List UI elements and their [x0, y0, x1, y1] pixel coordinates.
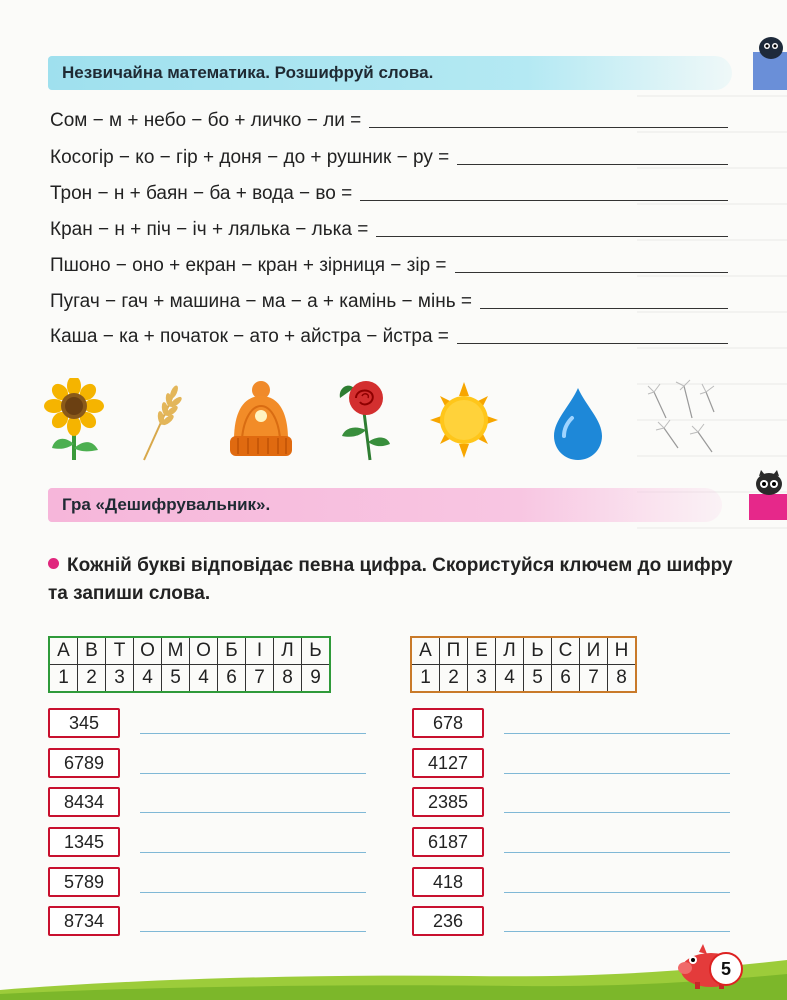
code-box: 678	[412, 708, 484, 738]
cipher-digit: 9	[302, 665, 331, 693]
equation-row	[50, 177, 728, 205]
answer-line[interactable]	[457, 164, 728, 165]
cipher-letter: В	[78, 637, 106, 665]
equation-text: Пшоно − оно + екран − кран + зірниця − зір =	[50, 255, 447, 276]
answer-line[interactable]	[140, 733, 366, 734]
equation-text: Трон − н + баян − ба + вода − во =	[50, 183, 353, 204]
code-row	[48, 708, 366, 738]
cipher-letters-row	[411, 637, 636, 665]
cipher-digits-row	[411, 665, 636, 693]
answer-line[interactable]	[480, 308, 728, 309]
bullet-icon	[48, 558, 59, 569]
cipher-digit: 5	[162, 665, 190, 693]
cat-mascot-icon	[747, 468, 787, 520]
answer-line[interactable]	[504, 892, 730, 893]
code-row	[412, 787, 730, 817]
code-box: 6187	[412, 827, 484, 857]
equation-text: Сом − м + небо − бо + личко − ли =	[50, 110, 362, 131]
code-box: 4127	[412, 748, 484, 778]
answer-line[interactable]	[504, 733, 730, 734]
equation-row	[50, 104, 728, 132]
water-drop-icon	[548, 378, 608, 462]
code-box: 1345	[48, 827, 120, 857]
rose-icon	[334, 378, 394, 462]
cipher-digit: 1	[411, 665, 440, 693]
cipher-letter: И	[580, 637, 608, 665]
cipher-letter: О	[134, 637, 162, 665]
equation-text: Кран − н + піч − іч + лялька − лька =	[50, 219, 369, 240]
cipher-letter: М	[162, 637, 190, 665]
answer-line[interactable]	[455, 272, 728, 273]
cipher-digit: 2	[440, 665, 468, 693]
cipher-letter: Б	[218, 637, 246, 665]
side-tab-blue	[747, 30, 787, 64]
code-box: 6789	[48, 748, 120, 778]
cipher-digit: 8	[274, 665, 302, 693]
cipher-digit: 6	[218, 665, 246, 693]
answer-line[interactable]	[140, 773, 366, 774]
cipher-letter: Л	[496, 637, 524, 665]
cipher-digit: 1	[49, 665, 78, 693]
cipher-letter: А	[49, 637, 78, 665]
cipher-digit: 4	[134, 665, 162, 693]
answer-line[interactable]	[376, 236, 728, 237]
cipher-letter: І	[246, 637, 274, 665]
cipher-letter: Е	[468, 637, 496, 665]
instruction-text	[48, 552, 738, 608]
answer-line[interactable]	[457, 343, 728, 344]
dandelion-seeds-icon	[644, 378, 728, 462]
code-row	[48, 787, 366, 817]
section-title-math: Незвичайна математика. Розшифруй слова.	[48, 56, 732, 90]
code-box: 8434	[48, 787, 120, 817]
code-row	[48, 748, 366, 778]
cipher-key-table-right	[410, 636, 637, 693]
instruction-label: Кожній букві відповідає певна цифра. Скористуйся ключем до шифру та запиши слова.	[48, 555, 733, 604]
equation-row	[50, 141, 728, 169]
cipher-digit: 6	[552, 665, 580, 693]
code-box: 418	[412, 867, 484, 897]
page-number: 5	[709, 952, 743, 986]
code-row	[412, 708, 730, 738]
cipher-letter: С	[552, 637, 580, 665]
answer-line[interactable]	[504, 812, 730, 813]
cipher-digit: 4	[190, 665, 218, 693]
code-box: 2385	[412, 787, 484, 817]
cipher-digit: 5	[524, 665, 552, 693]
answer-line[interactable]	[504, 931, 730, 932]
code-box: 8734	[48, 906, 120, 936]
knitted-hat-icon	[226, 378, 296, 462]
answer-line[interactable]	[140, 892, 366, 893]
answer-line[interactable]	[504, 852, 730, 853]
equation-row	[50, 213, 728, 241]
cipher-letter: Ь	[302, 637, 331, 665]
answer-line[interactable]	[140, 931, 366, 932]
section-title-game: Гра «Дешифрувальник».	[48, 488, 722, 522]
answer-line[interactable]	[140, 812, 366, 813]
cipher-digit: 7	[580, 665, 608, 693]
cipher-letter: А	[411, 637, 440, 665]
answer-line[interactable]	[360, 200, 728, 201]
code-row	[412, 827, 730, 857]
cipher-letter: Т	[106, 637, 134, 665]
answer-line[interactable]	[369, 127, 728, 128]
cipher-digit: 3	[468, 665, 496, 693]
code-box: 345	[48, 708, 120, 738]
equation-text: Косогір − ко − гір + доня − до + рушник − ру =	[50, 147, 450, 168]
equation-row	[50, 320, 728, 348]
sun-icon	[428, 378, 500, 462]
code-row	[412, 906, 730, 936]
cipher-letter: Ь	[524, 637, 552, 665]
wheat-ear-icon	[136, 378, 196, 462]
code-box: 236	[412, 906, 484, 936]
side-tab-pink	[747, 468, 787, 502]
code-row	[48, 867, 366, 897]
cipher-letter: Л	[274, 637, 302, 665]
cipher-digit: 3	[106, 665, 134, 693]
dog-mascot-icon	[747, 30, 787, 90]
code-row	[48, 827, 366, 857]
cipher-digit: 2	[78, 665, 106, 693]
cipher-digit: 7	[246, 665, 274, 693]
equation-row	[50, 285, 728, 313]
cipher-digit: 8	[608, 665, 637, 693]
equation-text: Пугач − гач + машина − ма − а + камінь − мінь =	[50, 291, 472, 312]
cipher-letter: Н	[608, 637, 637, 665]
cipher-letter: П	[440, 637, 468, 665]
cipher-digit: 4	[496, 665, 524, 693]
equation-text: Каша − ка + початок − ато + айстра − йстра =	[50, 326, 449, 347]
code-box: 5789	[48, 867, 120, 897]
cipher-letter: О	[190, 637, 218, 665]
code-row	[412, 867, 730, 897]
equation-row	[50, 249, 728, 277]
code-row	[48, 906, 366, 936]
code-row	[412, 748, 730, 778]
answer-line[interactable]	[140, 852, 366, 853]
cipher-key-table-left	[48, 636, 331, 693]
cipher-digits-row	[49, 665, 330, 693]
sunflower-icon	[44, 378, 104, 462]
grass-footer	[0, 940, 787, 1000]
cipher-letters-row	[49, 637, 330, 665]
answer-line[interactable]	[504, 773, 730, 774]
